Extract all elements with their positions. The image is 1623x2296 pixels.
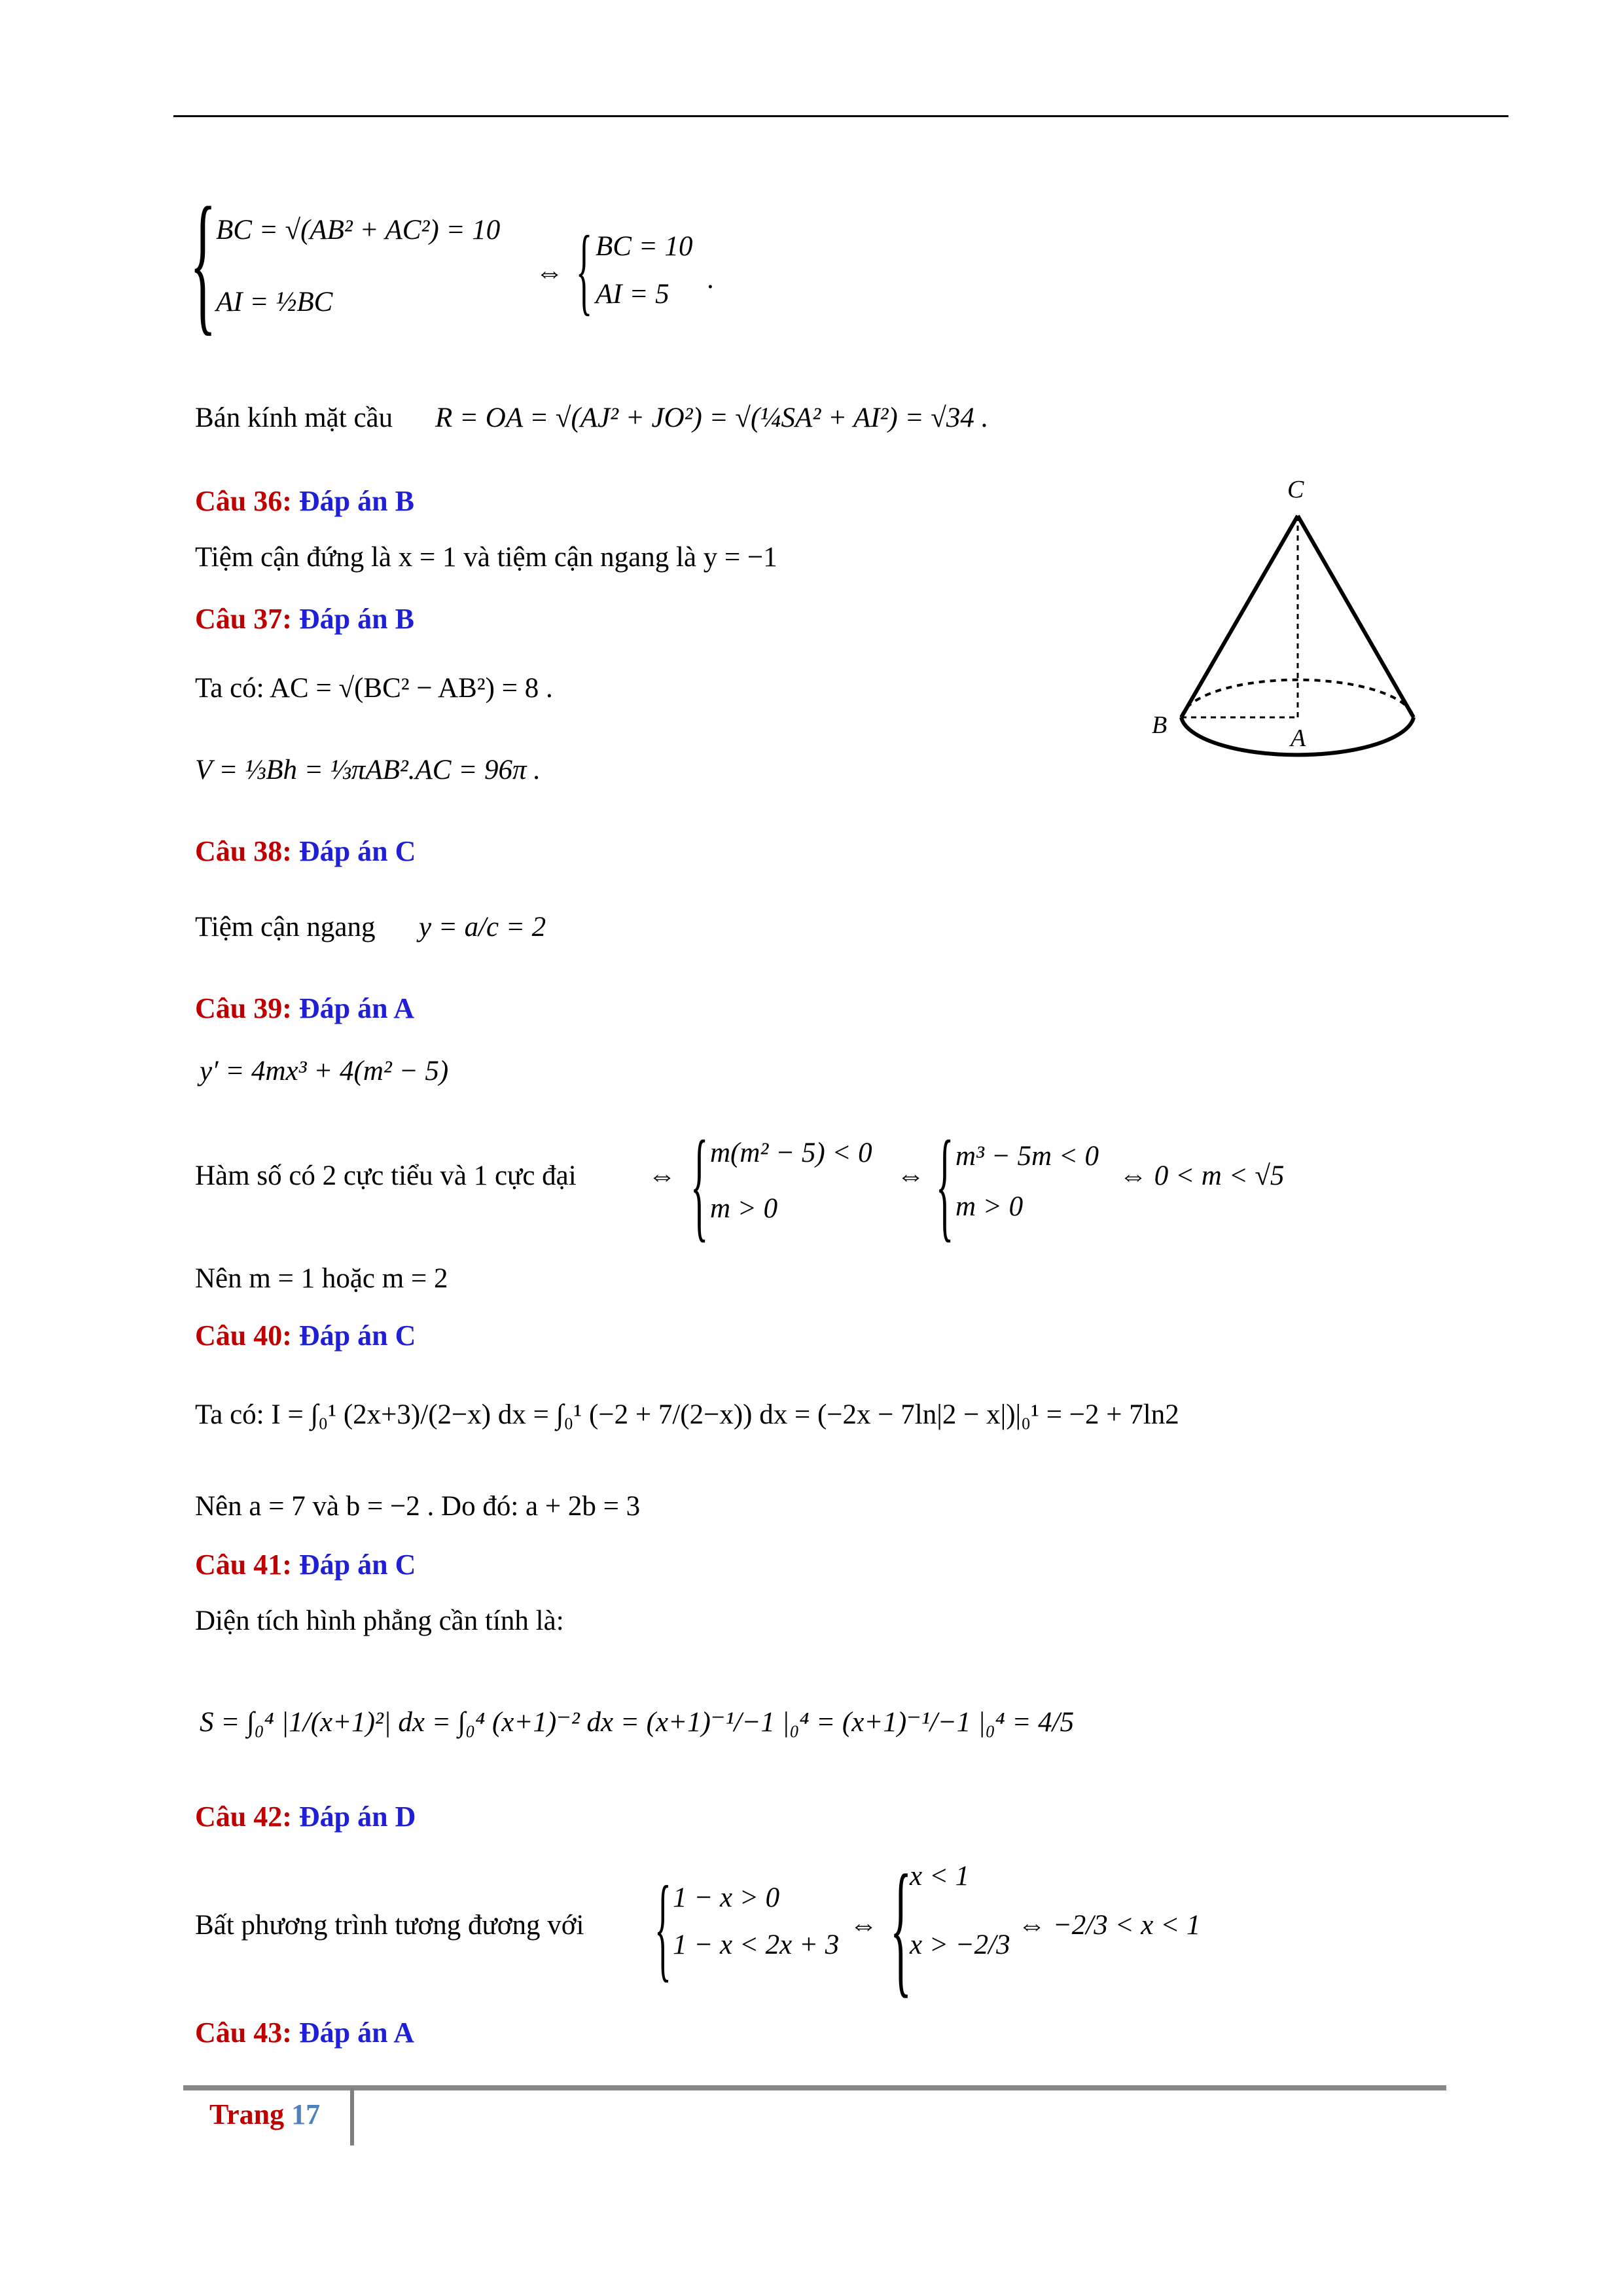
q42-text: Bất phương trình tương đương với bbox=[195, 1910, 584, 1941]
q41-heading bbox=[195, 1548, 416, 1581]
q42-result: ⇔ −2/3 < x < 1 bbox=[1018, 1910, 1201, 1941]
label-b: B bbox=[1152, 711, 1168, 739]
q39-brace2: { bbox=[936, 1116, 954, 1253]
q39-s1a: m(m² − 5) < 0 bbox=[710, 1138, 872, 1168]
q41-text: Diện tích hình phẳng cần tính là: bbox=[195, 1605, 564, 1636]
q37-label: Câu 37: bbox=[195, 603, 292, 635]
radius-text: Bán kính mặt cầu bbox=[195, 403, 393, 433]
q37-line1: Ta có: AC = √(BC² − AB²) = 8 . bbox=[195, 673, 553, 704]
cone-right-edge bbox=[1298, 516, 1414, 717]
q41-answer: Đáp án C bbox=[298, 1549, 416, 1581]
q39-s1b: m > 0 bbox=[710, 1193, 778, 1224]
q40-conclusion: Nên a = 7 và b = −2 . Do đó: a + 2b = 3 bbox=[195, 1491, 641, 1522]
page-number: 17 bbox=[291, 2098, 321, 2130]
cone-figure bbox=[1126, 471, 1466, 772]
q43-heading bbox=[195, 2016, 414, 2049]
q37-heading bbox=[195, 602, 414, 636]
q39-answer: Đáp án A bbox=[298, 992, 414, 1024]
q42-brace1: { bbox=[654, 1862, 671, 1992]
q40-label: Câu 40: bbox=[195, 1319, 292, 1352]
eq1-end: . bbox=[707, 264, 714, 295]
q42-heading bbox=[195, 1800, 416, 1833]
q42-s1a: 1 − x > 0 bbox=[673, 1882, 780, 1913]
eq1-brace-right: { bbox=[576, 216, 593, 325]
q39-s2b: m > 0 bbox=[955, 1191, 1024, 1222]
q38-formula: y = a/c = 2 bbox=[419, 912, 546, 942]
label-a: A bbox=[1291, 725, 1306, 752]
q42-equiv: ⇔ bbox=[849, 1910, 878, 1941]
q41-formula: S = ∫₀⁴ |1/(x+1)²| dx = ∫₀⁴ (x+1)⁻² dx = (x+1)⁻¹/−1 |₀⁴ = (x+1)⁻¹/−1 |₀⁴ = 4/5 bbox=[200, 1707, 1075, 1738]
q39-s2a: m³ − 5m < 0 bbox=[955, 1141, 1099, 1172]
q38-answer: Đáp án C bbox=[298, 835, 416, 867]
q42-label: Câu 42: bbox=[195, 1801, 292, 1833]
q41-label: Câu 41: bbox=[195, 1549, 292, 1581]
q39-label: Câu 39: bbox=[195, 992, 292, 1024]
q39-derivative: y′ = 4mx³ + 4(m² − 5) bbox=[200, 1056, 449, 1086]
q43-answer: Đáp án A bbox=[298, 2017, 414, 2049]
q40-answer: Đáp án C bbox=[298, 1319, 416, 1352]
cone-left-edge bbox=[1181, 516, 1298, 717]
q39-result: ⇔ 0 < m < √5 bbox=[1119, 1160, 1285, 1191]
eq1-r1: BC = 10 bbox=[596, 231, 693, 262]
q39-equiv1: ⇔ bbox=[648, 1160, 676, 1191]
q38-heading bbox=[195, 834, 416, 868]
q39-text: Hàm số có 2 cực tiểu và 1 cực đại bbox=[195, 1160, 577, 1191]
footer-label: Trang bbox=[209, 2098, 285, 2130]
q37-line2: V = ⅓Bh = ⅓πAB².AC = 96π . bbox=[195, 755, 541, 785]
q36-label: Câu 36: bbox=[195, 485, 292, 517]
q39-conclusion: Nên m = 1 hoặc m = 2 bbox=[195, 1263, 448, 1294]
eq1-line1: BC = √(AB² + AC²) = 10 bbox=[216, 215, 501, 245]
header-rule bbox=[173, 115, 1508, 117]
footer-rule bbox=[183, 2085, 1446, 2090]
q36-heading bbox=[195, 484, 414, 518]
eq1-equiv: ⇔ bbox=[535, 257, 563, 288]
q39-equiv2: ⇔ bbox=[897, 1160, 925, 1191]
q36-answer: Đáp án B bbox=[298, 485, 414, 517]
q42-s2b: x > −2/3 bbox=[910, 1929, 1010, 1960]
q40-heading bbox=[195, 1319, 416, 1352]
q36-line: Tiệm cận đứng là x = 1 và tiệm cận ngang là y = −1 bbox=[195, 542, 777, 573]
label-c: C bbox=[1287, 476, 1304, 503]
q38-label: Câu 38: bbox=[195, 835, 292, 867]
footer-divider bbox=[350, 2088, 354, 2145]
page-footer bbox=[209, 2098, 320, 2131]
q39-heading bbox=[195, 992, 414, 1025]
q40-line: Ta có: I = ∫₀¹ (2x+3)/(2−x) dx = ∫₀¹ (−2 + 7/(2−x)) dx = (−2x − 7ln|2 − x|)|₀¹ = −2 + 7ln2 bbox=[195, 1399, 1179, 1430]
q43-label: Câu 43: bbox=[195, 2017, 292, 2049]
q42-brace2: { bbox=[890, 1844, 912, 2011]
eq1-r2: AI = 5 bbox=[596, 279, 669, 310]
q37-answer: Đáp án B bbox=[298, 603, 414, 635]
eq1-line2: AI = ½BC bbox=[216, 287, 333, 317]
q42-s2a: x < 1 bbox=[910, 1861, 970, 1892]
radius-formula: R = OA = √(AJ² + JO²) = √(¼SA² + AI²) = √34 . bbox=[435, 403, 989, 433]
q39-brace1: { bbox=[690, 1116, 709, 1253]
q42-answer: Đáp án D bbox=[298, 1801, 416, 1833]
q38-text: Tiệm cận ngang bbox=[195, 912, 376, 942]
q42-s1b: 1 − x < 2x + 3 bbox=[673, 1929, 840, 1960]
